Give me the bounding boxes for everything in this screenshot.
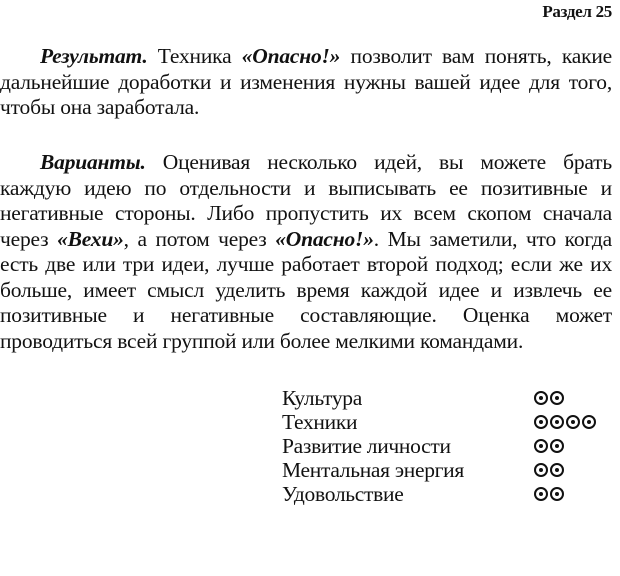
variants-technique-opasno: «Опасно!» xyxy=(275,226,374,251)
rating-dot-icon xyxy=(534,439,548,453)
ratings-table xyxy=(282,386,618,506)
result-text-2: позволит вам понять, какие дальнейшие доработки и изменения нужны вашей идее для того, чтобы она заработала. xyxy=(0,44,613,119)
rating-dots xyxy=(534,391,564,405)
rating-row xyxy=(282,482,618,506)
result-technique-name: «Опасно!» xyxy=(241,44,341,68)
rating-label: Развитие личности xyxy=(282,433,451,458)
variants-technique-vehi: «Вехи» xyxy=(57,226,124,251)
variants-text-2: , а потом через xyxy=(123,226,276,251)
rating-label: Ментальная энергия xyxy=(282,457,464,482)
variants-paragraph xyxy=(0,150,612,354)
variants-text-3: . Мы заметили, что когда есть две или три идеи, лучше работает второй подход; если же их больше, имеет смысл уделить время каждой идее и извлечь ее позитивные и негативные составляющие. Оценка может проводиться всей группой или более мелкими командами. xyxy=(0,226,613,353)
rating-row xyxy=(282,386,618,410)
result-paragraph xyxy=(0,44,612,121)
rating-dot-icon xyxy=(534,415,548,429)
rating-label: Удовольствие xyxy=(282,481,404,506)
rating-dots xyxy=(534,415,596,429)
rating-dot-icon xyxy=(550,487,564,501)
rating-dot-icon xyxy=(534,487,548,501)
rating-dots xyxy=(534,439,564,453)
rating-label: Культура xyxy=(282,385,362,410)
rating-dot-icon xyxy=(566,415,580,429)
result-lead: Результат. xyxy=(40,44,148,68)
rating-dots xyxy=(534,487,564,501)
section-header: Раздел 25 xyxy=(542,2,612,21)
rating-dot-icon xyxy=(550,415,564,429)
rating-dot-icon xyxy=(582,415,596,429)
rating-row xyxy=(282,434,618,458)
rating-dot-icon xyxy=(550,391,564,405)
rating-dot-icon xyxy=(550,463,564,477)
rating-label: Техники xyxy=(282,409,358,434)
rating-row xyxy=(282,410,618,434)
rating-row xyxy=(282,458,618,482)
rating-dot-icon xyxy=(534,391,548,405)
variants-lead: Варианты. xyxy=(40,150,146,174)
rating-dot-icon xyxy=(550,439,564,453)
variants-text-1: Оценивая несколько идей, вы можете брать каждую идею по отдельности и выписывать ее позитивные и негативные стороны. Либо пропустить их всем скопом сначала через xyxy=(0,150,612,251)
result-text-1: Техника xyxy=(147,44,242,68)
rating-dots xyxy=(534,463,564,477)
rating-dot-icon xyxy=(534,463,548,477)
